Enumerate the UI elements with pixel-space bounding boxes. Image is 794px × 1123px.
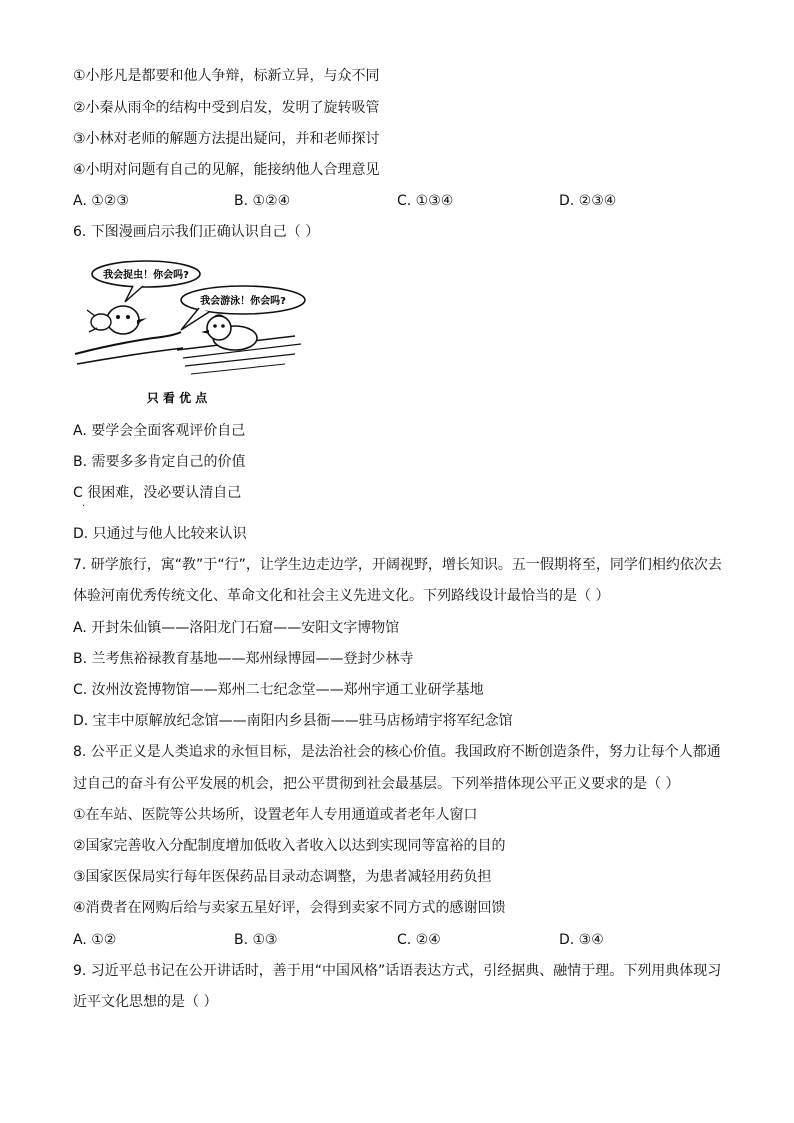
q7-stem-line-2: 体验河南优秀传统文化、革命文化和社会主义先进文化。下列路线设计最恰当的是（ ） [73, 588, 610, 604]
q8-option-b: B. ①③ [234, 932, 278, 948]
q7-stem-line-1: 7. 研学旅行，寓“教”于“行”，让学生边走边学，开阔视野，增长知识。五一假期将至，同学们相约依次去 [73, 557, 722, 573]
speech-bubble-1-tail [125, 286, 143, 302]
q8-item-4: ④消费者在网购后给与卖家五星好评，会得到卖家不同方式的感谢回馈 [73, 900, 506, 916]
comic-caption: 只 看 优 点 [146, 391, 208, 405]
speech-bubble-2-tail [181, 308, 209, 330]
q8-option-a: A. ①② [73, 932, 117, 948]
q7-option-b: B. 兰考焦裕禄教育基地——郑州绿博园——登封少林寺 [73, 651, 414, 667]
q5-option-c: C. ①③④ [397, 193, 454, 209]
q7-option-c: C. 汝州汝瓷博物馆——郑州二七纪念堂——郑州宇通工业研学基地 [73, 682, 484, 698]
stray-dot: · [82, 501, 86, 512]
q7-option-d: D. 宝丰中原解放纪念馆——南阳内乡县衙——驻马店杨靖宇将军纪念馆 [73, 713, 513, 729]
speech-bubble-1-text: 我会捉虫！你会吗? [103, 270, 189, 281]
q6-option-d: D. 只通过与他人比较来认识 [73, 526, 247, 542]
duckling-beak [201, 330, 209, 334]
speech-bubble-2-text: 我会游泳！你会吗? [200, 296, 286, 307]
comic-water-line [191, 364, 285, 374]
comic-illustration [73, 258, 313, 408]
q8-item-1: ①在车站、医院等公共场所，设置老年人专用通道或者老年人窗口 [73, 807, 478, 823]
q6-stem: 6. 下图漫画启示我们正确认识自己（ ） [73, 224, 320, 240]
chick-eye [116, 315, 120, 319]
q8-item-2: ②国家完善收入分配制度增加低收入者收入以达到实现同等富裕的目的 [73, 838, 506, 854]
q5-item-3: ③小林对老师的解题方法提出疑问，并和老师探讨 [73, 131, 380, 147]
q5-item-1: ①小彤凡是都要和他人争辩，标新立异，与众不同 [73, 68, 380, 84]
q6-option-a: A. 要学会全面客观评价自己 [73, 423, 246, 439]
chick-body [91, 314, 111, 330]
chick-eye [126, 315, 130, 319]
chick-icon [107, 306, 139, 334]
duckling-eye [213, 324, 217, 328]
q8-stem-line-1: 8. 公平正义是人类追求的永恒目标，是法治社会的核心价值。我国政府不断创造条件，努力让每个人都通 [73, 744, 721, 760]
q8-option-c: C. ②④ [397, 932, 441, 948]
q5-item-2: ②小秦从雨伞的结构中受到启发，发明了旋转吸管 [73, 100, 380, 116]
q8-option-d: D. ③④ [559, 932, 604, 948]
q9-stem-line-2: 近平文化思想的是（ ） [73, 994, 218, 1010]
q8-item-3: ③国家医保局实行每年医保药品目录动态调整，为患者减轻用药负担 [73, 869, 492, 885]
duckling-head [207, 316, 231, 340]
q8-stem-line-2: 过自己的奋斗有公平发展的机会，把公平贯彻到社会最基层。下列举措体现公平正义要求的是（ ） [73, 776, 680, 792]
q5-option-b: B. ①②④ [234, 193, 291, 209]
q6-option-b: B. 需要多多肯定自己的价值 [73, 454, 246, 470]
duckling-eye [221, 324, 225, 328]
q7-option-a: A. 开封朱仙镇——洛阳龙门石窟——安阳文字博物馆 [73, 620, 400, 636]
q5-item-4: ④小明对问题有自己的见解，能接纳他人合理意见 [73, 162, 380, 178]
q6-option-c: C 很困难，没必要认清自己 [73, 485, 242, 501]
q9-stem-line-1: 9. 习近平总书记在公开讲话时，善于用“中国风格”话语表达方式，引经据典、融情于理。下列用典体现习 [73, 963, 722, 979]
q5-option-a: A. ①②③ [73, 193, 129, 209]
q5-option-d: D. ②③④ [559, 193, 617, 209]
